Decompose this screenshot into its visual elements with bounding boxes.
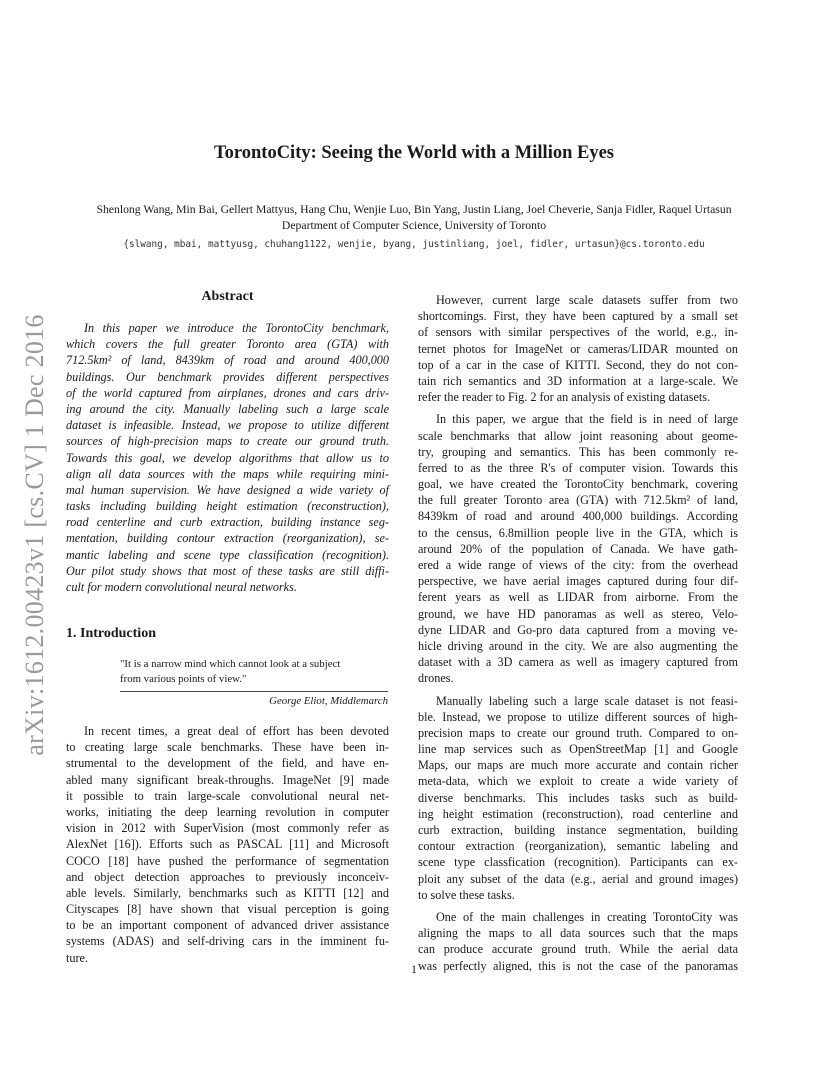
paragraph-line: ferent years as well as LIDAR from airborne. From the: [418, 590, 738, 605]
paragraph-line: refer the reader to Fig. 2 for an analysis of existing datasets.: [418, 390, 711, 405]
paragraph-line: scale benchmarks that allow joint reasoning about geome-: [418, 428, 738, 443]
introduction-line: AlexNet [16]). Efforts such as PASCAL [11] and Microsoft: [66, 837, 389, 852]
introduction-line: vision in 2012 with SuperVision (most commonly refer as: [66, 821, 389, 836]
abstract-line: mal human supervision. We have designed a wide variety of: [66, 482, 389, 497]
paragraph-line: ground, we have HD panoramas as well as stereo, Velo-: [418, 606, 738, 621]
introduction-line: abled many significant break-throughs. ImageNet [9] made: [66, 772, 389, 787]
author-emails: {slwang, mbai, mattyusg, chuhang1122, wenjie, byang, justinliang, joel, fidler, urtasun}@cs.toronto.edu: [123, 239, 705, 250]
right-column-body: [418, 292, 738, 974]
abstract-line: dataset is infeasible. Instead, we propose to utilize different: [66, 418, 389, 433]
introduction-line: and object detection approaches to previously inconceiv-: [66, 869, 389, 884]
epigraph-line: "It is a narrow mind which cannot look at a subject: [120, 658, 341, 670]
paragraph-line: aligning the maps to all data sources such that the maps: [418, 926, 738, 941]
abstract-body: [66, 320, 389, 595]
abstract-line: cult for modern convolutional neural networks.: [66, 580, 297, 594]
abstract-line: mantic labeling and scene type classification (recognition).: [66, 547, 389, 562]
introduction-line: works, initiating the deep learning revolution in computer: [66, 804, 389, 819]
introduction-heading: 1. Introduction: [66, 626, 156, 641]
epigraph-line: from various points of view.": [120, 673, 247, 685]
author-list: Shenlong Wang, Min Bai, Gellert Mattyus, Hang Chu, Wenjie Luo, Bin Yang, Justin Liang, Joel Cheverie, Sanja Fidler, Raquel Urtasun: [96, 203, 732, 216]
introduction-line: to be an important component of advanced driver assistance: [66, 918, 389, 933]
paragraph-line: goal, we have created the TorontoCity benchmark, covering: [418, 477, 738, 492]
introduction-line: strumental to the development of the field, and have en-: [66, 756, 389, 771]
abstract-line: which covers the full greater Toronto area (GTA) with: [66, 337, 389, 352]
paragraph-line: contour extraction (reorganization), semantic labeling and: [418, 839, 738, 854]
paragraph-line: tain rich semantics and 3D information at a large-scale. We: [418, 373, 738, 388]
epigraph-divider: [120, 691, 388, 692]
paragraph-line: diverse benchmarks. This includes tasks such as build-: [418, 790, 738, 805]
abstract-line: Our pilot study shows that most of these tasks are still diffi-: [66, 563, 389, 578]
paragraph-line: meta-data, which we exploit to create a wide variety of: [418, 774, 738, 789]
arxiv-stamp-text: arXiv:1612.00423v1 [cs.CV] 1 Dec 2016: [20, 314, 49, 756]
paragraph-line: around 20% of the population of Canada. We have gath-: [418, 541, 738, 556]
paragraph: [418, 292, 738, 405]
abstract-line: In this paper we introduce the TorontoCity benchmark,: [84, 321, 389, 335]
abstract-line: Towards this goal, we develop algorithms that allow us to: [66, 450, 389, 465]
paragraph-line: ing height estimation (reconstruction), road centerline and: [418, 806, 738, 821]
paragraph-line: Manually labeling such a large scale dataset is not feasi-: [436, 693, 738, 708]
abstract-line: align all data sources with the maps while requiring mini-: [66, 466, 389, 481]
paragraph-line: was perfectly aligned, this is not the case of the panoramas: [418, 958, 738, 973]
introduction-body: [66, 723, 389, 966]
introduction-line: Cityscapes [8] have shown that visual perception is going: [66, 902, 389, 917]
epigraph-quote: [120, 657, 388, 687]
paragraph-line: of sensors with similar perspectives of the world, e.g., in-: [418, 325, 738, 340]
paragraph-line: ered a wide range of views of the city: from the overhead: [418, 558, 738, 572]
paragraph-line: ploit any subset of the data (e.g., aerial and ground images): [418, 871, 738, 886]
abstract-heading: Abstract: [201, 289, 254, 304]
introduction-line: COCO [18] have pushed the performance of segmentation: [66, 853, 389, 868]
introduction-line: ture.: [66, 950, 88, 965]
abstract-line: tasks including building height estimation (reconstruction),: [66, 499, 389, 514]
introduction-line: it possible to train large-scale convolutional neural net-: [66, 788, 389, 803]
paragraph-line: shortcomings. First, they have been captured by a small set: [418, 309, 738, 324]
paragraph-line: line map services such as OpenStreetMap [1] and Google: [418, 742, 738, 757]
paragraph-line: perspective, we have aerial images captured during four dif-: [418, 574, 738, 589]
paragraph-line: ble. Instead, we propose to utilize different sources of high-: [418, 709, 738, 724]
paragraph-line: However, current large scale datasets suffer from two: [436, 293, 738, 307]
paragraph-line: can produce accurate ground truth. While the aerial data: [418, 942, 738, 957]
paragraph-line: precision maps to create our ground truth. Compared to on-: [418, 725, 738, 740]
page-number: 1: [411, 962, 417, 976]
paragraph-line: ternet photos for ImageNet or cameras/LIDAR mounted on: [418, 341, 738, 356]
abstract-line: road centerline and curb extraction, building instance seg-: [66, 515, 389, 530]
introduction-line: to creating large scale benchmarks. These have been in-: [66, 740, 389, 755]
abstract-line: of the world captured from airplanes, drones and cars driv-: [66, 385, 389, 400]
paragraph-line: In this paper, we argue that the field is in need of large: [436, 412, 738, 427]
paragraph-line: Maps, our maps are much more accurate and contain richer: [418, 758, 738, 773]
paragraph-line: top of a car in the case of KITTI. Second, they do not con-: [418, 357, 738, 372]
epigraph-attribution: George Eliot, Middlemarch: [269, 695, 388, 707]
paragraph-line: curb extraction, building instance segmentation, building: [418, 823, 738, 837]
paragraph-line: hicle driving around in the city. We are also augmenting the: [418, 638, 738, 653]
paragraph-line: scene type classfication (recognition). Participants can ex-: [418, 855, 738, 870]
arxiv-stamp: [18, 290, 52, 780]
paragraph-line: One of the main challenges in creating TorontoCity was: [436, 909, 738, 924]
paragraph-line: try, grouping and semantics. This has been commonly re-: [418, 444, 738, 459]
paragraph-line: the full greater Toronto area (GTA) with 712.5km² of land,: [418, 493, 738, 508]
introduction-line: able levels. Similarly, benchmarks such as KITTI [12] and: [66, 885, 389, 900]
abstract-line: sources of high-precision maps to create our ground truth.: [66, 434, 389, 449]
paragraph-line: to the census, 6.8million people live in the GTA, which is: [418, 525, 738, 540]
abstract-line: ing around the city. Manually labeling such a large scale: [66, 401, 389, 416]
paragraph-line: ferred to as the three R's of computer vision. Towards this: [418, 460, 738, 475]
paragraph-line: 8439km of road and around 400,000 buildings. According: [418, 509, 738, 524]
paragraph-line: dyne LIDAR and Go-pro data captured from a moving ve-: [418, 622, 738, 637]
introduction-line: systems (ADAS) and self-driving cars in the imminent fu-: [66, 934, 389, 949]
paragraph: [418, 693, 738, 903]
paper-title: TorontoCity: Seeing the World with a Million Eyes: [213, 143, 614, 163]
paragraph-line: dataset with a 3D camera as well as imagery captured from: [418, 655, 738, 670]
abstract-line: 712.5km² of land, 8439km of road and around 400,000: [66, 353, 389, 368]
affiliation: Department of Computer Science, University of Toronto: [281, 219, 547, 232]
paragraph-line: to solve these tasks.: [418, 887, 515, 902]
paragraph-line: drones.: [418, 671, 454, 686]
introduction-line: In recent times, a great deal of effort has been devoted: [84, 724, 389, 738]
paragraph: [418, 411, 738, 686]
abstract-line: buildings. Our benchmark provides different perspectives: [66, 369, 389, 384]
abstract-line: mentation, building contour extraction (reorganization), se-: [66, 531, 389, 546]
